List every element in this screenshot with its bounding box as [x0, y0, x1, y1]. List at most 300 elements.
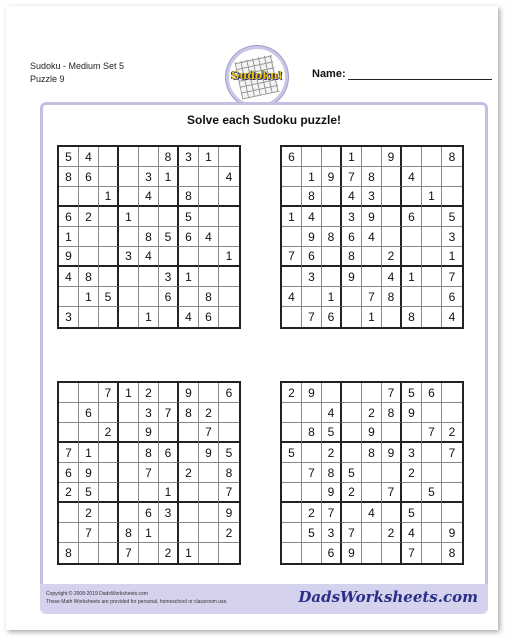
sudoku-cell[interactable]	[302, 147, 322, 167]
sudoku-cell[interactable]: 8	[139, 443, 159, 463]
sudoku-cell[interactable]	[422, 167, 442, 187]
sudoku-cell[interactable]	[342, 503, 362, 523]
sudoku-cell[interactable]: 8	[139, 227, 159, 247]
sudoku-cell[interactable]: 9	[382, 147, 402, 167]
sudoku-cell[interactable]	[282, 403, 302, 423]
sudoku-cell[interactable]	[139, 287, 159, 307]
sudoku-cell[interactable]	[402, 147, 422, 167]
sudoku-cell[interactable]	[362, 543, 382, 563]
sudoku-cell[interactable]	[139, 267, 159, 287]
sudoku-cell[interactable]: 2	[382, 523, 402, 543]
sudoku-cell[interactable]	[99, 207, 119, 227]
sudoku-cell[interactable]	[302, 543, 322, 563]
sudoku-cell[interactable]	[282, 227, 302, 247]
sudoku-cell[interactable]: 5	[159, 227, 179, 247]
sudoku-cell[interactable]	[99, 167, 119, 187]
sudoku-cell[interactable]	[362, 247, 382, 267]
sudoku-cell[interactable]	[362, 463, 382, 483]
sudoku-cell[interactable]	[139, 207, 159, 227]
sudoku-cell[interactable]	[119, 227, 139, 247]
sudoku-cell[interactable]: 8	[382, 403, 402, 423]
sudoku-cell[interactable]	[159, 523, 179, 543]
sudoku-cell[interactable]: 5	[442, 207, 462, 227]
sudoku-cell[interactable]	[99, 443, 119, 463]
sudoku-cell[interactable]: 2	[302, 503, 322, 523]
sudoku-cell[interactable]	[119, 443, 139, 463]
sudoku-cell[interactable]: 5	[59, 147, 79, 167]
sudoku-cell[interactable]: 5	[179, 207, 199, 227]
sudoku-cell[interactable]	[179, 247, 199, 267]
sudoku-cell[interactable]: 5	[402, 503, 422, 523]
sudoku-cell[interactable]	[139, 147, 159, 167]
sudoku-cell[interactable]: 9	[302, 383, 322, 403]
sudoku-cell[interactable]: 1	[199, 147, 219, 167]
sudoku-cell[interactable]	[362, 147, 382, 167]
sudoku-cell[interactable]	[199, 463, 219, 483]
sudoku-cell[interactable]	[219, 187, 239, 207]
sudoku-cell[interactable]	[322, 207, 342, 227]
sudoku-cell[interactable]	[302, 403, 322, 423]
sudoku-cell[interactable]	[79, 187, 99, 207]
sudoku-cell[interactable]: 1	[422, 187, 442, 207]
sudoku-cell[interactable]: 1	[342, 147, 362, 167]
sudoku-cell[interactable]: 8	[59, 543, 79, 563]
sudoku-cell[interactable]: 4	[282, 287, 302, 307]
sudoku-cell[interactable]	[179, 167, 199, 187]
sudoku-cell[interactable]: 3	[159, 503, 179, 523]
sudoku-cell[interactable]	[119, 167, 139, 187]
sudoku-cell[interactable]	[139, 483, 159, 503]
sudoku-cell[interactable]: 3	[302, 267, 322, 287]
sudoku-cell[interactable]	[322, 147, 342, 167]
sudoku-cell[interactable]	[179, 423, 199, 443]
sudoku-cell[interactable]	[99, 543, 119, 563]
sudoku-cell[interactable]	[119, 307, 139, 327]
sudoku-cell[interactable]: 4	[139, 187, 159, 207]
sudoku-cell[interactable]: 6	[59, 207, 79, 227]
sudoku-cell[interactable]	[119, 287, 139, 307]
sudoku-cell[interactable]: 7	[342, 523, 362, 543]
sudoku-cell[interactable]	[99, 483, 119, 503]
sudoku-cell[interactable]: 2	[59, 483, 79, 503]
sudoku-cell[interactable]	[79, 307, 99, 327]
sudoku-cell[interactable]	[179, 523, 199, 543]
sudoku-cell[interactable]: 7	[442, 443, 462, 463]
sudoku-cell[interactable]: 3	[402, 443, 422, 463]
sudoku-cell[interactable]: 9	[179, 383, 199, 403]
sudoku-cell[interactable]: 8	[322, 227, 342, 247]
sudoku-cell[interactable]: 7	[442, 267, 462, 287]
sudoku-cell[interactable]	[422, 247, 442, 267]
sudoku-cell[interactable]: 7	[99, 383, 119, 403]
sudoku-cell[interactable]: 3	[342, 207, 362, 227]
sudoku-cell[interactable]: 6	[402, 207, 422, 227]
sudoku-cell[interactable]	[382, 227, 402, 247]
sudoku-cell[interactable]	[199, 167, 219, 187]
sudoku-cell[interactable]: 7	[59, 443, 79, 463]
sudoku-cell[interactable]	[402, 287, 422, 307]
sudoku-cell[interactable]	[422, 463, 442, 483]
sudoku-cell[interactable]	[79, 543, 99, 563]
sudoku-cell[interactable]: 5	[282, 443, 302, 463]
sudoku-cell[interactable]: 9	[219, 503, 239, 523]
sudoku-cell[interactable]: 3	[59, 307, 79, 327]
sudoku-cell[interactable]: 8	[302, 423, 322, 443]
sudoku-cell[interactable]	[442, 383, 462, 403]
sudoku-cell[interactable]	[422, 523, 442, 543]
sudoku-cell[interactable]	[159, 423, 179, 443]
sudoku-cell[interactable]	[302, 483, 322, 503]
sudoku-cell[interactable]: 2	[139, 383, 159, 403]
sudoku-cell[interactable]: 4	[322, 403, 342, 423]
sudoku-cell[interactable]	[219, 207, 239, 227]
sudoku-cell[interactable]: 6	[179, 227, 199, 247]
sudoku-cell[interactable]: 1	[282, 207, 302, 227]
sudoku-cell[interactable]	[422, 227, 442, 247]
sudoku-cell[interactable]: 1	[159, 483, 179, 503]
sudoku-cell[interactable]	[179, 503, 199, 523]
sudoku-cell[interactable]	[179, 287, 199, 307]
sudoku-cell[interactable]	[99, 227, 119, 247]
sudoku-cell[interactable]	[382, 463, 402, 483]
sudoku-cell[interactable]: 7	[199, 423, 219, 443]
sudoku-cell[interactable]: 8	[179, 403, 199, 423]
sudoku-cell[interactable]	[99, 307, 119, 327]
sudoku-cell[interactable]: 1	[79, 287, 99, 307]
sudoku-cell[interactable]: 2	[159, 543, 179, 563]
sudoku-cell[interactable]	[119, 267, 139, 287]
sudoku-cell[interactable]: 1	[139, 307, 159, 327]
sudoku-cell[interactable]	[382, 543, 402, 563]
sudoku-cell[interactable]	[422, 307, 442, 327]
sudoku-cell[interactable]: 1	[322, 287, 342, 307]
sudoku-cell[interactable]: 8	[159, 147, 179, 167]
sudoku-cell[interactable]	[199, 483, 219, 503]
sudoku-cell[interactable]	[219, 543, 239, 563]
sudoku-cell[interactable]: 6	[79, 167, 99, 187]
sudoku-cell[interactable]: 8	[199, 287, 219, 307]
sudoku-cell[interactable]: 4	[139, 247, 159, 267]
sudoku-cell[interactable]: 8	[119, 523, 139, 543]
sudoku-cell[interactable]	[342, 383, 362, 403]
sudoku-cell[interactable]	[159, 307, 179, 327]
sudoku-cell[interactable]: 2	[322, 443, 342, 463]
sudoku-cell[interactable]: 2	[282, 383, 302, 403]
sudoku-cell[interactable]	[282, 307, 302, 327]
sudoku-cell[interactable]	[342, 403, 362, 423]
sudoku-cell[interactable]: 6	[199, 307, 219, 327]
sudoku-cell[interactable]	[119, 187, 139, 207]
sudoku-cell[interactable]	[402, 187, 422, 207]
sudoku-cell[interactable]: 2	[99, 423, 119, 443]
sudoku-cell[interactable]: 8	[442, 147, 462, 167]
sudoku-cell[interactable]: 4	[362, 503, 382, 523]
sudoku-cell[interactable]: 1	[99, 187, 119, 207]
sudoku-cell[interactable]	[402, 227, 422, 247]
sudoku-cell[interactable]	[159, 207, 179, 227]
sudoku-cell[interactable]: 9	[59, 247, 79, 267]
sudoku-cell[interactable]: 2	[342, 483, 362, 503]
sudoku-cell[interactable]: 5	[402, 383, 422, 403]
sudoku-cell[interactable]: 1	[402, 267, 422, 287]
sudoku-cell[interactable]	[422, 503, 442, 523]
sudoku-cell[interactable]: 3	[322, 523, 342, 543]
sudoku-cell[interactable]: 1	[179, 543, 199, 563]
sudoku-cell[interactable]: 1	[442, 247, 462, 267]
sudoku-cell[interactable]	[422, 267, 442, 287]
sudoku-cell[interactable]: 5	[422, 483, 442, 503]
sudoku-cell[interactable]	[59, 287, 79, 307]
sudoku-cell[interactable]: 7	[322, 503, 342, 523]
sudoku-cell[interactable]: 2	[402, 463, 422, 483]
sudoku-cell[interactable]	[99, 463, 119, 483]
sudoku-cell[interactable]: 4	[219, 167, 239, 187]
sudoku-cell[interactable]: 4	[302, 207, 322, 227]
sudoku-cell[interactable]	[119, 147, 139, 167]
sudoku-cell[interactable]: 9	[402, 403, 422, 423]
name-line[interactable]	[348, 68, 492, 80]
sudoku-cell[interactable]: 1	[302, 167, 322, 187]
sudoku-cell[interactable]: 7	[79, 523, 99, 543]
sudoku-cell[interactable]: 7	[302, 307, 322, 327]
sudoku-cell[interactable]	[199, 543, 219, 563]
sudoku-cell[interactable]	[282, 167, 302, 187]
sudoku-cell[interactable]	[342, 307, 362, 327]
sudoku-cell[interactable]	[302, 287, 322, 307]
sudoku-cell[interactable]	[362, 523, 382, 543]
sudoku-cell[interactable]: 6	[442, 287, 462, 307]
sudoku-cell[interactable]: 7	[159, 403, 179, 423]
sudoku-cell[interactable]: 1	[59, 227, 79, 247]
sudoku-cell[interactable]: 7	[139, 463, 159, 483]
sudoku-cell[interactable]	[59, 403, 79, 423]
sudoku-cell[interactable]	[322, 383, 342, 403]
sudoku-cell[interactable]: 6	[302, 247, 322, 267]
sudoku-cell[interactable]: 8	[219, 463, 239, 483]
sudoku-cell[interactable]: 5	[79, 483, 99, 503]
sudoku-cell[interactable]: 1	[159, 167, 179, 187]
sudoku-cell[interactable]: 8	[79, 267, 99, 287]
sudoku-cell[interactable]: 8	[382, 287, 402, 307]
sudoku-cell[interactable]	[219, 267, 239, 287]
sudoku-cell[interactable]: 6	[159, 287, 179, 307]
sudoku-cell[interactable]: 9	[382, 443, 402, 463]
sudoku-cell[interactable]	[119, 403, 139, 423]
sudoku-cell[interactable]	[402, 247, 422, 267]
sudoku-cell[interactable]: 4	[402, 167, 422, 187]
sudoku-cell[interactable]	[59, 523, 79, 543]
sudoku-cell[interactable]: 7	[422, 423, 442, 443]
sudoku-cell[interactable]: 4	[179, 307, 199, 327]
sudoku-cell[interactable]: 9	[139, 423, 159, 443]
sudoku-cell[interactable]	[382, 503, 402, 523]
sudoku-cell[interactable]	[99, 523, 119, 543]
sudoku-cell[interactable]	[442, 403, 462, 423]
sudoku-cell[interactable]: 6	[282, 147, 302, 167]
sudoku-cell[interactable]	[219, 227, 239, 247]
sudoku-cell[interactable]: 9	[199, 443, 219, 463]
sudoku-cell[interactable]: 2	[199, 403, 219, 423]
sudoku-cell[interactable]: 5	[302, 523, 322, 543]
sudoku-cell[interactable]: 7	[302, 463, 322, 483]
sudoku-cell[interactable]	[282, 463, 302, 483]
sudoku-cell[interactable]: 2	[219, 523, 239, 543]
sudoku-cell[interactable]: 3	[159, 267, 179, 287]
sudoku-cell[interactable]	[282, 483, 302, 503]
sudoku-cell[interactable]: 2	[442, 423, 462, 443]
sudoku-cell[interactable]: 7	[382, 383, 402, 403]
sudoku-cell[interactable]	[382, 207, 402, 227]
sudoku-cell[interactable]	[342, 443, 362, 463]
sudoku-cell[interactable]	[179, 443, 199, 463]
sudoku-cell[interactable]	[159, 247, 179, 267]
sudoku-cell[interactable]: 9	[302, 227, 322, 247]
sudoku-cell[interactable]	[159, 383, 179, 403]
sudoku-cell[interactable]	[342, 423, 362, 443]
sudoku-cell[interactable]	[59, 423, 79, 443]
sudoku-cell[interactable]	[199, 503, 219, 523]
sudoku-cell[interactable]: 9	[362, 423, 382, 443]
sudoku-cell[interactable]	[99, 403, 119, 423]
sudoku-cell[interactable]	[322, 247, 342, 267]
sudoku-cell[interactable]	[422, 543, 442, 563]
sudoku-cell[interactable]	[99, 247, 119, 267]
sudoku-cell[interactable]	[282, 523, 302, 543]
sudoku-cell[interactable]	[99, 147, 119, 167]
sudoku-cell[interactable]	[382, 423, 402, 443]
sudoku-cell[interactable]	[199, 383, 219, 403]
sudoku-cell[interactable]: 7	[282, 247, 302, 267]
sudoku-cell[interactable]	[302, 443, 322, 463]
sudoku-cell[interactable]: 2	[179, 463, 199, 483]
sudoku-cell[interactable]: 6	[322, 543, 342, 563]
sudoku-cell[interactable]	[79, 247, 99, 267]
sudoku-cell[interactable]: 6	[342, 227, 362, 247]
sudoku-cell[interactable]: 3	[179, 147, 199, 167]
sudoku-cell[interactable]: 7	[119, 543, 139, 563]
sudoku-cell[interactable]: 7	[382, 483, 402, 503]
sudoku-cell[interactable]: 8	[342, 247, 362, 267]
sudoku-cell[interactable]: 9	[322, 483, 342, 503]
sudoku-cell[interactable]	[382, 307, 402, 327]
sudoku-cell[interactable]: 3	[119, 247, 139, 267]
sudoku-cell[interactable]: 8	[362, 443, 382, 463]
sudoku-cell[interactable]: 7	[362, 287, 382, 307]
sudoku-cell[interactable]: 4	[402, 523, 422, 543]
sudoku-cell[interactable]	[219, 423, 239, 443]
sudoku-cell[interactable]	[139, 543, 159, 563]
sudoku-cell[interactable]	[362, 383, 382, 403]
sudoku-cell[interactable]	[159, 463, 179, 483]
sudoku-cell[interactable]: 9	[322, 167, 342, 187]
sudoku-cell[interactable]: 4	[342, 187, 362, 207]
sudoku-cell[interactable]: 6	[139, 503, 159, 523]
sudoku-cell[interactable]	[342, 287, 362, 307]
sudoku-cell[interactable]	[442, 483, 462, 503]
sudoku-cell[interactable]	[79, 383, 99, 403]
sudoku-cell[interactable]: 3	[442, 227, 462, 247]
sudoku-cell[interactable]: 7	[342, 167, 362, 187]
sudoku-cell[interactable]	[119, 503, 139, 523]
sudoku-cell[interactable]	[199, 187, 219, 207]
sudoku-cell[interactable]	[322, 267, 342, 287]
sudoku-cell[interactable]: 5	[342, 463, 362, 483]
sudoku-cell[interactable]	[199, 267, 219, 287]
sudoku-cell[interactable]	[119, 463, 139, 483]
sudoku-cell[interactable]: 6	[59, 463, 79, 483]
sudoku-cell[interactable]	[422, 147, 442, 167]
sudoku-cell[interactable]	[402, 423, 422, 443]
sudoku-cell[interactable]	[442, 167, 462, 187]
sudoku-cell[interactable]	[422, 207, 442, 227]
sudoku-cell[interactable]: 1	[179, 267, 199, 287]
sudoku-cell[interactable]	[219, 307, 239, 327]
sudoku-cell[interactable]	[59, 383, 79, 403]
sudoku-cell[interactable]: 2	[79, 503, 99, 523]
sudoku-cell[interactable]: 1	[119, 383, 139, 403]
sudoku-cell[interactable]: 5	[322, 423, 342, 443]
sudoku-cell[interactable]: 4	[448, 310, 456, 324]
sudoku-cell[interactable]: 4	[79, 147, 99, 167]
sudoku-cell[interactable]: 6	[322, 307, 342, 327]
sudoku-cell[interactable]: 2	[382, 247, 402, 267]
sudoku-cell[interactable]	[79, 227, 99, 247]
sudoku-cell[interactable]: 4	[59, 267, 79, 287]
sudoku-cell[interactable]	[282, 187, 302, 207]
sudoku-cell[interactable]: 5	[219, 443, 239, 463]
sudoku-cell[interactable]	[422, 403, 442, 423]
sudoku-cell[interactable]: 9	[362, 207, 382, 227]
sudoku-cell[interactable]	[382, 167, 402, 187]
sudoku-cell[interactable]: 4	[362, 227, 382, 247]
sudoku-cell[interactable]: 8	[448, 546, 456, 560]
sudoku-cell[interactable]: 9	[342, 543, 362, 563]
sudoku-cell[interactable]	[59, 187, 79, 207]
sudoku-cell[interactable]: 4	[199, 227, 219, 247]
sudoku-cell[interactable]	[422, 287, 442, 307]
sudoku-cell[interactable]: 6	[79, 403, 99, 423]
sudoku-cell[interactable]: 1	[139, 523, 159, 543]
sudoku-cell[interactable]: 9	[79, 463, 99, 483]
sudoku-cell[interactable]	[79, 423, 99, 443]
sudoku-cell[interactable]: 5	[99, 287, 119, 307]
sudoku-cell[interactable]	[159, 187, 179, 207]
sudoku-cell[interactable]: 1	[79, 443, 99, 463]
sudoku-cell[interactable]	[199, 207, 219, 227]
sudoku-cell[interactable]	[282, 267, 302, 287]
sudoku-cell[interactable]: 7	[402, 543, 422, 563]
sudoku-cell[interactable]: 2	[79, 207, 99, 227]
sudoku-cell[interactable]: 3	[139, 403, 159, 423]
sudoku-cell[interactable]	[402, 483, 422, 503]
sudoku-cell[interactable]	[282, 503, 302, 523]
sudoku-cell[interactable]: 6	[159, 443, 179, 463]
sudoku-cell[interactable]	[99, 503, 119, 523]
sudoku-cell[interactable]: 9	[342, 267, 362, 287]
sudoku-cell[interactable]	[442, 503, 462, 523]
sudoku-cell[interactable]	[219, 403, 239, 423]
sudoku-cell[interactable]	[119, 483, 139, 503]
sudoku-cell[interactable]: 2	[362, 403, 382, 423]
sudoku-cell[interactable]	[362, 483, 382, 503]
sudoku-cell[interactable]	[219, 287, 239, 307]
sudoku-cell[interactable]: 4	[382, 267, 402, 287]
sudoku-cell[interactable]: 1	[362, 307, 382, 327]
sudoku-cell[interactable]	[219, 147, 239, 167]
sudoku-cell[interactable]: 8	[362, 167, 382, 187]
sudoku-cell[interactable]: 8	[322, 463, 342, 483]
sudoku-cell[interactable]: 8	[302, 187, 322, 207]
